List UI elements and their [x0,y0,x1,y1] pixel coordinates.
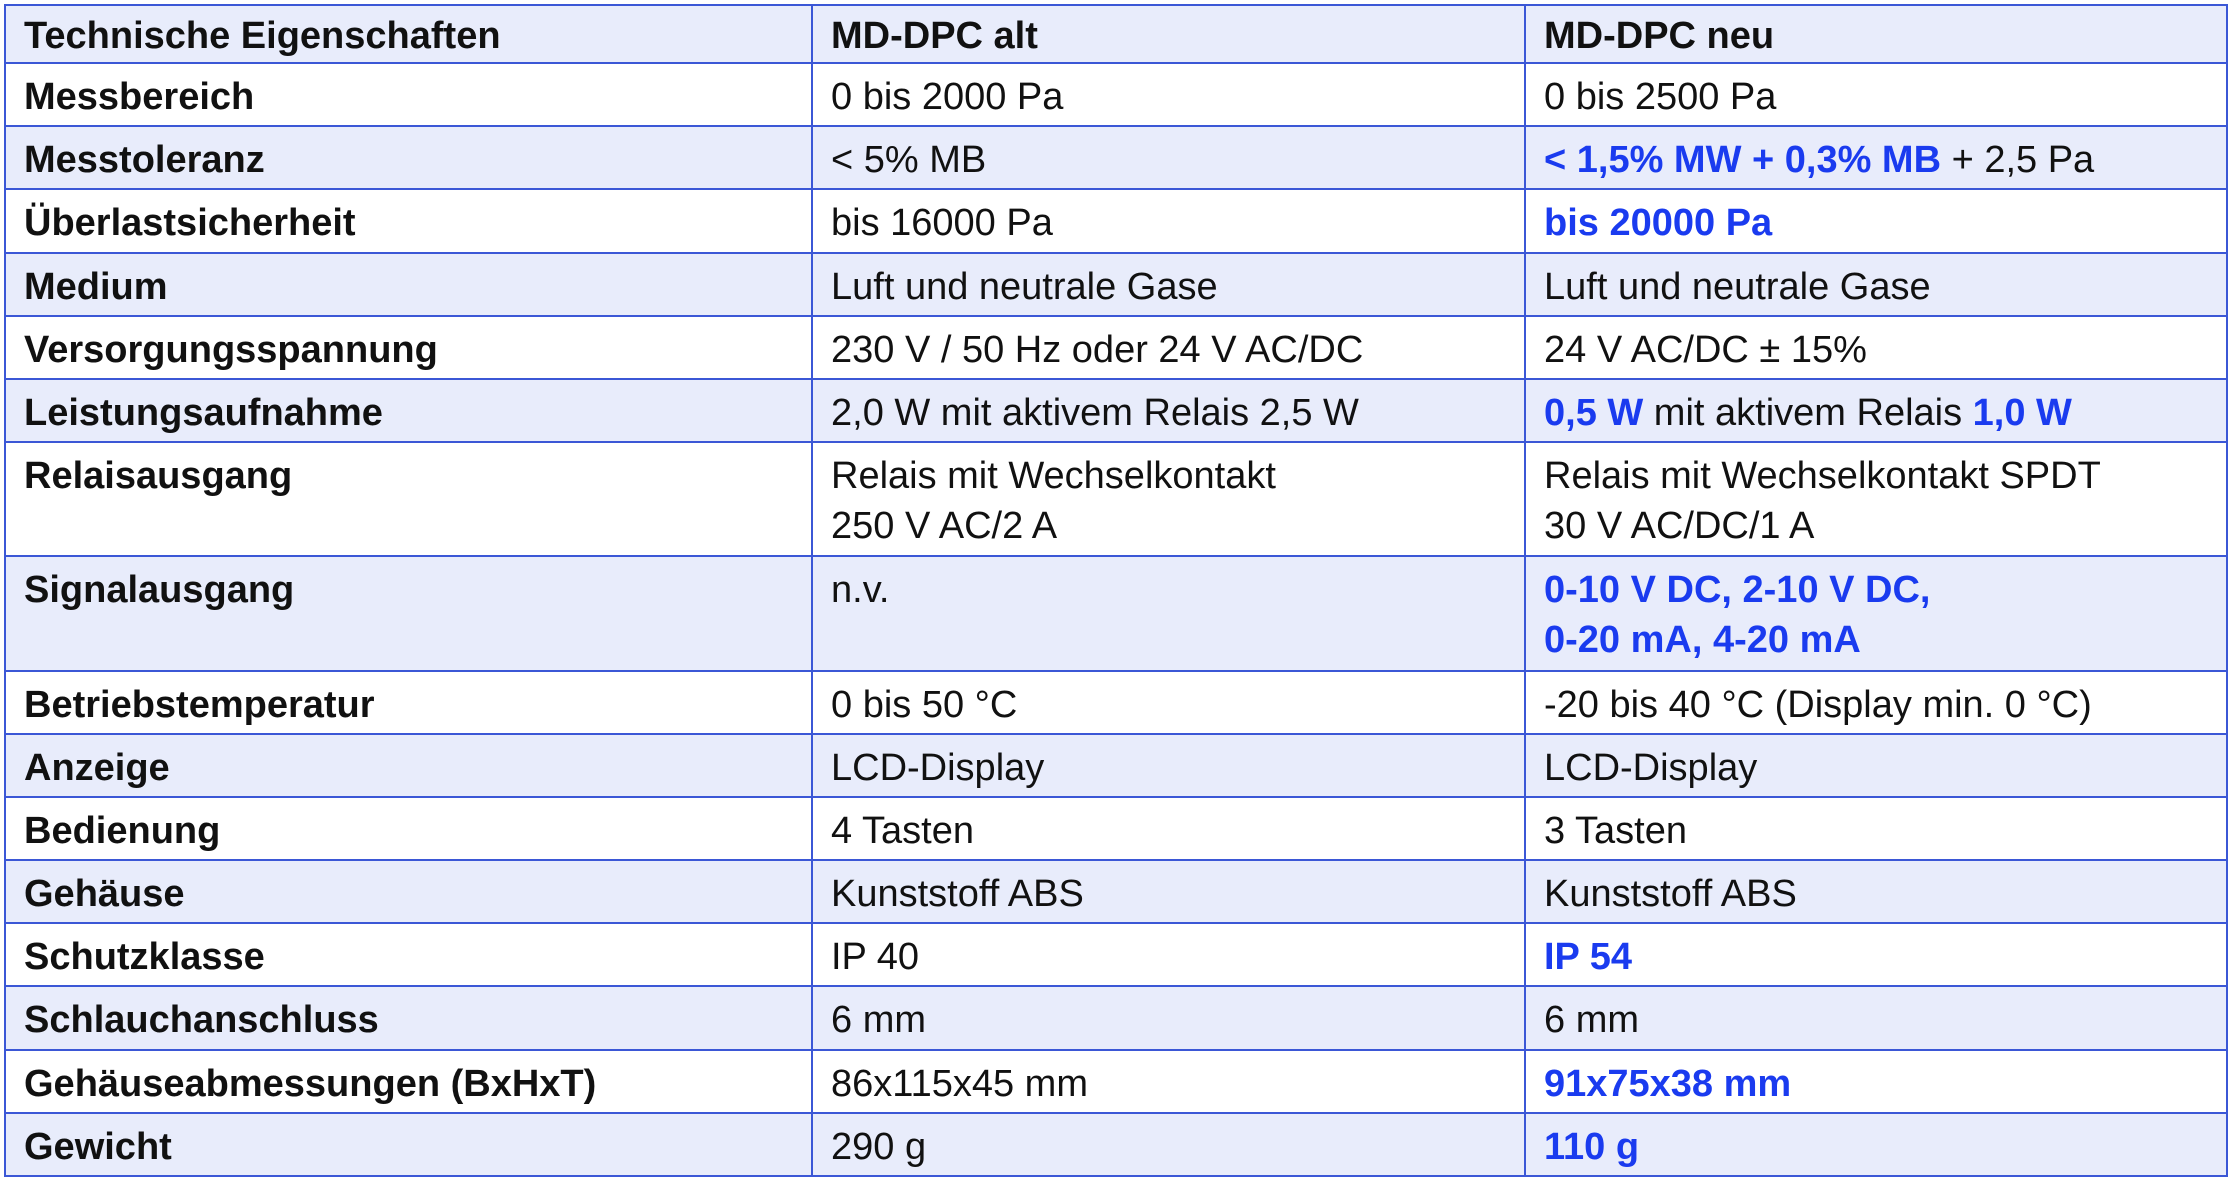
row-label: Anzeige [5,734,812,797]
table-row [5,1113,2227,1176]
new-value-line [1544,451,2208,501]
new-value-cell [1525,126,2227,189]
old-value-cell [812,316,1525,379]
new-value-line [1544,1059,2208,1109]
new-value-line [1544,325,2208,375]
new-value-cell [1525,253,2227,316]
old-value-text: 250 V AC/2 A [831,505,1058,548]
header-md-dpc-new: MD-DPC neu [1525,5,2227,63]
header-technical-properties: Technische Eigenschaften [5,5,812,63]
new-value-line [1544,501,2208,551]
old-value-cell [812,1050,1525,1113]
old-value-cell [812,860,1525,923]
table-row [5,923,2227,986]
old-value-cell [812,253,1525,316]
old-value-text: 86x115x45 mm [831,1062,1088,1105]
table-row [5,442,2227,556]
row-label: Messbereich [5,63,812,126]
old-value-text: LCD-Display [831,746,1045,789]
new-value-line [1544,932,2208,982]
new-value-cell [1525,1050,2227,1113]
new-value-text: + 2,5 Pa [1941,139,2095,182]
new-value-text: 0 bis 2500 Pa [1544,76,1777,119]
new-value-line [1544,995,2208,1045]
new-value-highlight: 91x75x38 mm [1544,1062,1792,1105]
new-value-line [1544,72,2208,122]
table-row [5,797,2227,860]
table-row [5,671,2227,734]
old-value-cell [812,734,1525,797]
new-value-line [1544,388,2208,438]
new-value-text: -20 bis 40 °C (Display min. 0 °C) [1544,683,2092,726]
old-value-cell [812,797,1525,860]
old-value-cell [812,442,1525,556]
old-value-cell [812,63,1525,126]
new-value-cell [1525,189,2227,252]
new-value-line [1544,262,2208,312]
new-value-text: Kunststoff ABS [1544,873,1797,916]
row-label: Schlauchanschluss [5,986,812,1049]
row-label: Medium [5,253,812,316]
new-value-cell [1525,1113,2227,1176]
new-value-cell [1525,63,2227,126]
table-row [5,860,2227,923]
row-label: Signalausgang [5,556,812,670]
new-value-text: Relais mit Wechselkontakt SPDT [1544,455,2101,498]
comparison-table [4,4,2228,1177]
old-value-cell [812,556,1525,670]
old-value-text: 0 bis 50 °C [831,683,1018,726]
old-value-text: Luft und neutrale Gase [831,265,1218,308]
new-value-cell [1525,986,2227,1049]
new-value-text: 30 V AC/DC/1 A [1544,505,1815,548]
row-label: Messtoleranz [5,126,812,189]
table-row [5,986,2227,1049]
new-value-line [1544,806,2208,856]
old-value-cell [812,189,1525,252]
new-value-cell [1525,556,2227,670]
new-value-text: 24 V AC/DC ± 15% [1544,328,1867,371]
row-label: Schutzklasse [5,923,812,986]
old-value-text: 290 g [831,1125,927,1168]
table-header-row [5,5,2227,63]
table-row [5,734,2227,797]
table-row [5,379,2227,442]
old-value-text: 4 Tasten [831,809,974,852]
new-value-line [1544,615,2208,665]
old-value-text: 2,0 W mit aktivem Relais 2,5 W [831,391,1359,434]
old-value-cell [812,986,1525,1049]
row-label: Gewicht [5,1113,812,1176]
table-row [5,253,2227,316]
row-label: Versorgungsspannung [5,316,812,379]
new-value-line [1544,565,2208,615]
table-row [5,63,2227,126]
new-value-highlight: bis 20000 Pa [1544,202,1773,245]
new-value-line [1544,135,2208,185]
table-row [5,1050,2227,1113]
new-value-text: mit aktivem Relais [1643,391,1973,434]
new-value-text: 3 Tasten [1544,809,1687,852]
row-label: Betriebstemperatur [5,671,812,734]
new-value-highlight: 0-20 mA, 4-20 mA [1544,619,1861,662]
row-label: Bedienung [5,797,812,860]
new-value-highlight: < 1,5% MW + 0,3% MB [1544,139,1942,182]
old-value-text: IP 40 [831,936,920,979]
row-label: Leistungsaufnahme [5,379,812,442]
old-value-text: Kunststoff ABS [831,873,1084,916]
old-value-text: 0 bis 2000 Pa [831,76,1064,119]
new-value-cell [1525,797,2227,860]
new-value-text: 6 mm [1544,999,1639,1042]
new-value-cell [1525,734,2227,797]
table-row [5,126,2227,189]
new-value-cell [1525,316,2227,379]
new-value-text: Luft und neutrale Gase [1544,265,1931,308]
new-value-line [1544,680,2208,730]
table-row [5,189,2227,252]
table-body [5,5,2227,1176]
new-value-cell [1525,923,2227,986]
old-value-text: < 5% MB [831,139,987,182]
old-value-cell [812,671,1525,734]
new-value-line [1544,1122,2208,1172]
row-label: Gehäuseabmessungen (BxHxT) [5,1050,812,1113]
row-label: Gehäuse [5,860,812,923]
new-value-line [1544,743,2208,793]
new-value-highlight: 0-10 V DC, 2-10 V DC, [1544,569,1931,612]
new-value-line [1544,198,2208,248]
old-value-cell [812,126,1525,189]
new-value-cell [1525,442,2227,556]
new-value-cell [1525,860,2227,923]
comparison-table-container [4,4,2226,1177]
old-value-text: 6 mm [831,999,926,1042]
new-value-highlight: 0,5 W [1544,391,1644,434]
new-value-highlight: 110 g [1544,1125,1640,1168]
new-value-cell [1525,671,2227,734]
row-label: Relaisausgang [5,442,812,556]
new-value-text: LCD-Display [1544,746,1758,789]
old-value-text: Relais mit Wechselkontakt [831,455,1276,498]
old-value-cell [812,1113,1525,1176]
new-value-line [1544,869,2208,919]
table-row [5,556,2227,670]
old-value-text: bis 16000 Pa [831,202,1053,245]
header-md-dpc-old: MD-DPC alt [812,5,1525,63]
old-value-cell [812,923,1525,986]
old-value-text: 230 V / 50 Hz oder 24 V AC/DC [831,328,1364,371]
old-value-cell [812,379,1525,442]
new-value-highlight: IP 54 [1544,936,1633,979]
table-row [5,316,2227,379]
old-value-text: n.v. [831,569,890,612]
row-label: Überlastsicherheit [5,189,812,252]
new-value-highlight: 1,0 W [1972,391,2072,434]
new-value-cell [1525,379,2227,442]
